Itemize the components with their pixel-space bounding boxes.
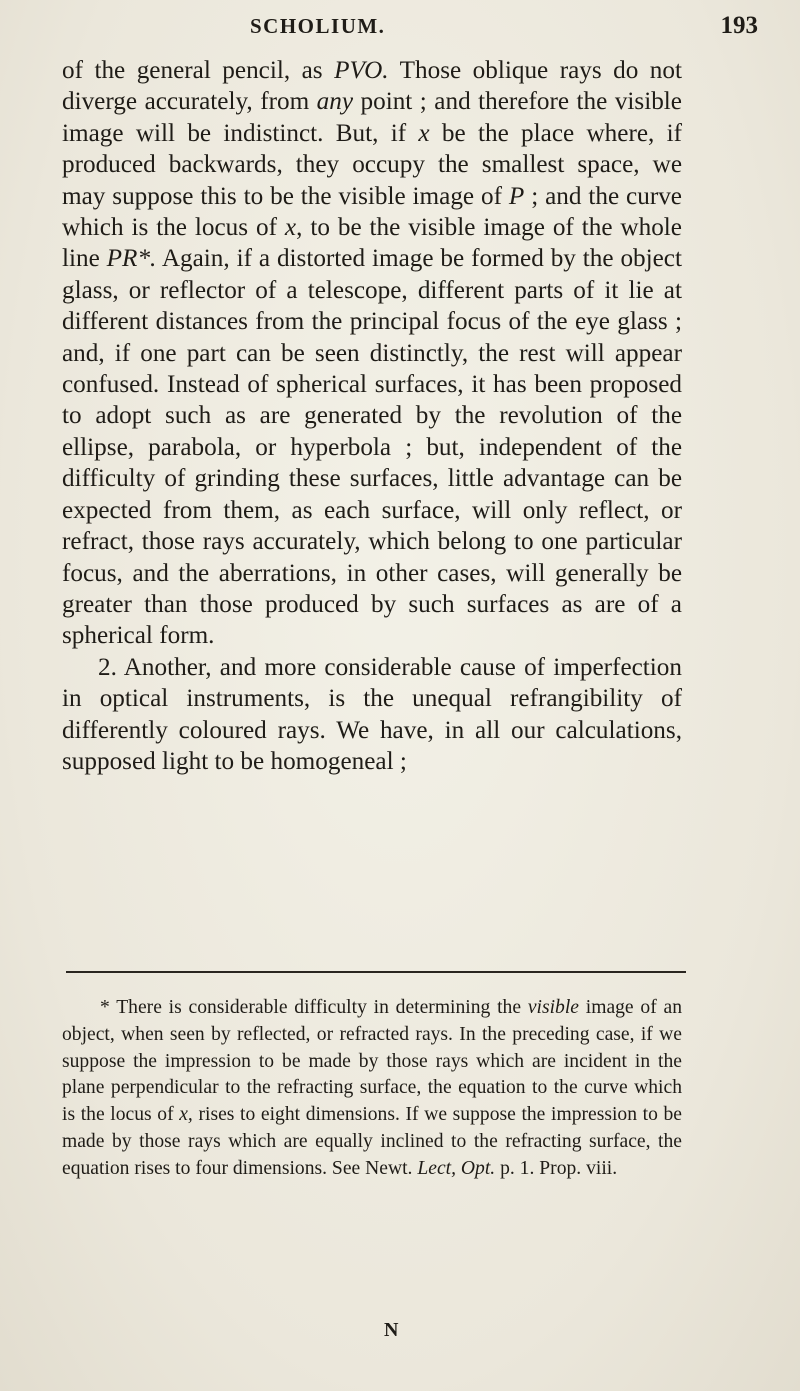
italic-run: visible (527, 997, 579, 1018)
text-run: Those oblique rays do not diverge accurately, from (62, 57, 682, 116)
italic-run: PVO. (334, 57, 389, 84)
footnote-rule (66, 971, 686, 973)
italic-run: PR*. (106, 245, 157, 273)
running-head (30, 8, 770, 48)
text-run: p. 1. Prop. viii. (495, 1157, 618, 1179)
text-run: of the general pencil, as (62, 57, 335, 84)
paragraph-2: 2. Another, and more considerable cause of imperfection in optical instruments, is the unequal refrangibility of differently coloured rays. We have, in all our calculations, supposed light to be homogeneal ; (62, 653, 682, 775)
italic-run: any (316, 88, 354, 116)
text-run: be the place where, if produced backwards, they occupy the smallest space, we may suppose this to be the visible image of (62, 119, 682, 210)
text-run: ; and the curve which is the locus of (62, 182, 682, 242)
text-run: * There is considerable difficulty in determining the (100, 997, 528, 1018)
text-run: image of an object, when seen by reflected, or refracted rays. In the preceding case, if we suppose the impression to be made by those rays which are incident in the plane perpendicular to the refracting surface, the equation to the curve which is the locus of (62, 997, 682, 1126)
text-run: point ; and therefore the visible image will be indistinct. But, if (62, 88, 682, 147)
italic-run: Lect, Opt. (417, 1157, 496, 1179)
footnote (62, 995, 682, 1183)
text-run: , to be the visible image of the whole line (62, 214, 682, 273)
text-run: rises to eight dimensions. If we suppose the impression to be made by those rays which are equally inclined to the refracting surface, the equation rises to four dimensions. See Newt. (62, 1104, 683, 1179)
italic-run: P (508, 182, 525, 210)
footnote-text (62, 995, 682, 1183)
text-run: Again, if a distorted image be formed by the object glass, or reflector of a telescope, different parts of it lie at different distances from the principal focus of the eye glass ; and, if one part can be seen distinctly, the rest will appear confused. Instead of spherical surfaces, it has been proposed to adopt such as are generated by the revolution of the ellipse, parabola, or hyperbola ; but, independent of the difficulty of grinding these surfaces, little advantage can be expected from them, as each surface, will only reflect, or refract, those rays accurately, which belong to one particular focus, and the aberrations, in other cases, will generally be greater than those produced by such surfaces as are of a spherical form. (62, 245, 682, 650)
page-number: 193 (720, 12, 758, 39)
italic-run: x, (179, 1104, 193, 1126)
italic-run: x (418, 119, 430, 147)
italic-run: x (284, 214, 297, 242)
main-text (62, 55, 682, 777)
signature-mark: N (384, 1319, 399, 1341)
paragraph-1 (62, 55, 682, 652)
running-title: SCHOLIUM. (250, 14, 386, 38)
